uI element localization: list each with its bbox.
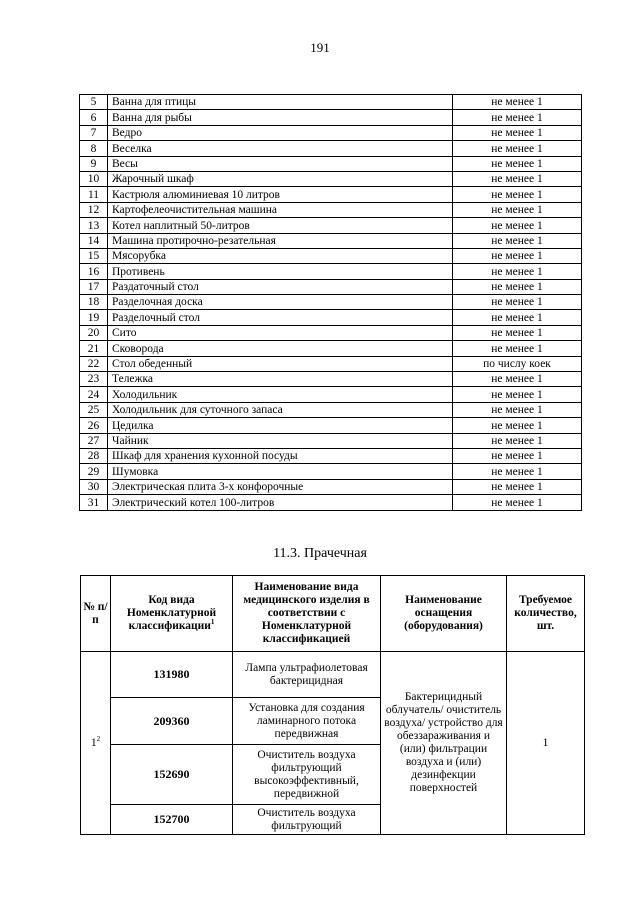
table-row	[80, 356, 582, 371]
item-name: Стол обеденный	[108, 356, 453, 371]
row-number: 17	[80, 279, 108, 294]
item-quantity: не менее 1	[453, 495, 582, 510]
row-number: 16	[80, 264, 108, 279]
row-number: 12	[80, 202, 108, 217]
row-number: 18	[80, 295, 108, 310]
item-quantity: не менее 1	[453, 141, 582, 156]
item-name: Веселка	[108, 141, 453, 156]
table-row	[80, 95, 582, 110]
row-number: 29	[80, 464, 108, 479]
table-row	[80, 310, 582, 325]
section-title: 11.3. Прачечная	[273, 546, 367, 561]
header-num: № п/п	[81, 576, 111, 652]
row-number: 22	[80, 356, 108, 371]
row-number: 26	[80, 418, 108, 433]
table-row	[80, 202, 582, 217]
item-quantity: не менее 1	[453, 125, 582, 140]
row-number: 7	[80, 125, 108, 140]
item-quantity: не менее 1	[453, 279, 582, 294]
row-number: 27	[80, 433, 108, 448]
table-row	[80, 372, 582, 387]
item-name: Ведро	[108, 125, 453, 140]
row-number: 23	[80, 372, 108, 387]
header-product: Наименование вида медицинского изделия в соответствии с Номенклатурной классификацией	[233, 576, 381, 652]
item-name: Разделочная доска	[108, 295, 453, 310]
item-name: Электрический котел 100-литров	[108, 495, 453, 510]
row-number: 5	[80, 95, 108, 110]
item-quantity: не менее 1	[453, 464, 582, 479]
item-name: Цедилка	[108, 418, 453, 433]
item-name: Жарочный шкаф	[108, 171, 453, 186]
table-row	[80, 495, 582, 510]
item-code: 131980	[111, 652, 233, 698]
item-name: Холодильник	[108, 387, 453, 402]
table-row	[80, 141, 582, 156]
item-quantity: не менее 1	[453, 233, 582, 248]
row-num	[81, 652, 111, 835]
item-name: Электрическая плита 3-х конфорочные	[108, 479, 453, 494]
item-name: Установка для создания ламинарного потока передвижная	[233, 698, 381, 745]
item-quantity: не менее 1	[453, 110, 582, 125]
item-name: Лампа ультрафиолетовая бактерицидная	[233, 652, 381, 698]
item-quantity: не менее 1	[453, 295, 582, 310]
item-quantity: не менее 1	[453, 310, 582, 325]
item-quantity: не менее 1	[453, 325, 582, 340]
row-number: 14	[80, 233, 108, 248]
table-row	[80, 325, 582, 340]
row-number: 20	[80, 325, 108, 340]
table-row	[80, 171, 582, 186]
item-quantity: не менее 1	[453, 95, 582, 110]
item-name: Ванна для птицы	[108, 95, 453, 110]
item-quantity: не менее 1	[453, 187, 582, 202]
table-row	[80, 110, 582, 125]
item-name: Котел наплитный 50-литров	[108, 218, 453, 233]
table-row	[80, 479, 582, 494]
table-row	[80, 187, 582, 202]
laundry-table	[80, 575, 585, 835]
item-quantity: не менее 1	[453, 202, 582, 217]
table-row	[80, 248, 582, 263]
item-name: Очиститель воздуха фильтрующий высокоэффективный, передвижной	[233, 745, 381, 805]
item-name: Тележка	[108, 372, 453, 387]
quantity-value: 1	[507, 652, 585, 835]
row-number: 25	[80, 402, 108, 417]
header-quantity: Требуемое количество, шт.	[507, 576, 585, 652]
item-name: Очиститель воздуха фильтрующий	[233, 805, 381, 835]
item-quantity: не менее 1	[453, 171, 582, 186]
row-number: 9	[80, 156, 108, 171]
table-row	[80, 233, 582, 248]
page-number: 191	[310, 40, 330, 55]
header-code-footnote: 1	[210, 618, 215, 627]
item-name: Кастрюля алюминиевая 10 литров	[108, 187, 453, 202]
row-number: 28	[80, 448, 108, 463]
row-number: 15	[80, 248, 108, 263]
table-row	[80, 295, 582, 310]
row-number: 10	[80, 171, 108, 186]
item-quantity: не менее 1	[453, 402, 582, 417]
item-quantity: не менее 1	[453, 479, 582, 494]
item-quantity: по числу коек	[453, 356, 582, 371]
row-number: 11	[80, 187, 108, 202]
item-code: 152690	[111, 745, 233, 805]
item-name: Чайник	[108, 433, 453, 448]
table-row	[80, 341, 582, 356]
item-name: Сковорода	[108, 341, 453, 356]
equipment-name: Бактерицидный облучатель/ очиститель воздуха/ устройство для обеззараживания и (или) фильтрации воздуха и (или) дезинфекции поверхностей	[381, 652, 507, 835]
header-code-label: Код вида Номенклатурной классификации	[126, 594, 217, 632]
table-row	[80, 418, 582, 433]
item-name: Сито	[108, 325, 453, 340]
row-number: 6	[80, 110, 108, 125]
row-number: 21	[80, 341, 108, 356]
item-quantity: не менее 1	[453, 418, 582, 433]
table-row	[81, 652, 585, 698]
item-quantity: не менее 1	[453, 248, 582, 263]
table-row	[80, 264, 582, 279]
kitchen-equipment-table	[79, 94, 582, 511]
item-quantity: не менее 1	[453, 264, 582, 279]
item-name: Разделочный стол	[108, 310, 453, 325]
header-code	[111, 576, 233, 652]
item-name: Шумовка	[108, 464, 453, 479]
table-row	[80, 279, 582, 294]
table-row	[80, 156, 582, 171]
item-name: Ванна для рыбы	[108, 110, 453, 125]
item-quantity: не менее 1	[453, 341, 582, 356]
item-name: Противень	[108, 264, 453, 279]
row-number: 24	[80, 387, 108, 402]
table-row	[80, 433, 582, 448]
item-code: 152700	[111, 805, 233, 835]
item-code: 209360	[111, 698, 233, 745]
row-number: 8	[80, 141, 108, 156]
item-name: Картофелеочистительная машина	[108, 202, 453, 217]
row-num-label: 1	[90, 736, 97, 749]
item-name: Машина протирочно-резательная	[108, 233, 453, 248]
row-number: 31	[80, 495, 108, 510]
table-row	[80, 387, 582, 402]
item-name: Шкаф для хранения кухонной посуды	[108, 448, 453, 463]
row-number: 13	[80, 218, 108, 233]
table-row	[80, 218, 582, 233]
laundry-table-header	[81, 576, 585, 652]
item-name: Мясорубка	[108, 248, 453, 263]
item-quantity: не менее 1	[453, 387, 582, 402]
item-name: Холодильник для суточного запаса	[108, 402, 453, 417]
table-row	[80, 464, 582, 479]
item-quantity: не менее 1	[453, 372, 582, 387]
item-quantity: не менее 1	[453, 156, 582, 171]
header-equipment: Наименование оснащения (оборудования)	[381, 576, 507, 652]
item-name: Раздаточный стол	[108, 279, 453, 294]
row-number: 19	[80, 310, 108, 325]
table-row	[80, 448, 582, 463]
item-quantity: не менее 1	[453, 433, 582, 448]
row-num-footnote: 2	[96, 734, 101, 743]
row-number: 30	[80, 479, 108, 494]
item-quantity: не менее 1	[453, 448, 582, 463]
item-quantity: не менее 1	[453, 218, 582, 233]
item-name: Весы	[108, 156, 453, 171]
table-row	[80, 125, 582, 140]
table-row	[80, 402, 582, 417]
